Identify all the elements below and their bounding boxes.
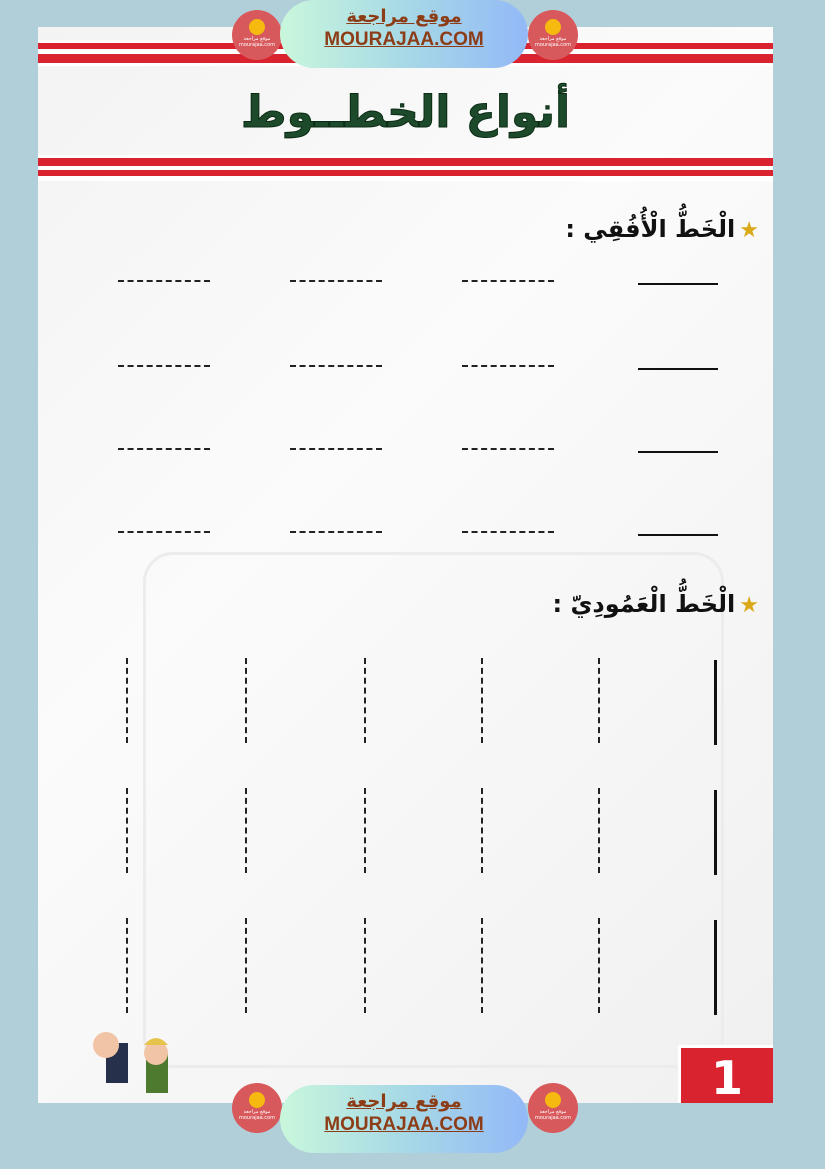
dashed-trace-line [481, 918, 483, 1013]
solid-model-line [638, 534, 718, 536]
dashed-trace-line [245, 658, 247, 743]
dashed-trace-line [462, 531, 554, 533]
horizontal-line-heading [565, 215, 759, 243]
dashed-trace-line [364, 788, 366, 873]
page-title: أنواع الخطــوط [240, 87, 571, 138]
page-number: 1 [678, 1045, 773, 1103]
dashed-trace-line [290, 448, 382, 450]
title-bottom-stripe [38, 155, 773, 181]
dashed-trace-line [481, 788, 483, 873]
dashed-trace-line [245, 788, 247, 873]
dashed-trace-line [481, 658, 483, 743]
dashed-trace-line [598, 918, 600, 1013]
solid-model-line [638, 283, 718, 285]
dashed-trace-line [598, 788, 600, 873]
solid-model-line [638, 451, 718, 453]
dashed-trace-line [290, 531, 382, 533]
worksheet-page [38, 27, 773, 1103]
dashed-trace-line [462, 280, 554, 282]
dashed-trace-line [245, 918, 247, 1013]
dashed-trace-line [598, 658, 600, 743]
mourajaa-logo-icon: موقع مراجعة mourajaa.com [232, 1083, 282, 1133]
solid-model-line [714, 920, 717, 1015]
dashed-trace-line [364, 658, 366, 743]
horizontal-line-label: الْخَطُّ الْأُفُقِي : [565, 215, 736, 243]
dashed-trace-line [462, 365, 554, 367]
dashed-trace-line [126, 658, 128, 743]
mourajaa-logo-icon: موقع مراجعة mourajaa.com [528, 10, 578, 60]
dashed-trace-line [118, 280, 210, 282]
star-icon: ★ [739, 593, 759, 618]
vertical-line-heading [552, 590, 759, 618]
decorative-frame [143, 552, 724, 1068]
dashed-trace-line [364, 918, 366, 1013]
dashed-trace-line [118, 531, 210, 533]
solid-model-line [714, 660, 717, 745]
dashed-trace-line [126, 918, 128, 1013]
mourajaa-logo-icon: موقع مراجعة mourajaa.com [232, 10, 282, 60]
dashed-trace-line [126, 788, 128, 873]
dashed-trace-line [118, 365, 210, 367]
dashed-trace-line [462, 448, 554, 450]
vertical-line-label: الْخَطُّ الْعَمُودِيّ : [552, 590, 736, 618]
star-icon: ★ [739, 218, 759, 243]
solid-model-line [638, 368, 718, 370]
mourajaa-banner-bottom[interactable]: موقع مراجعة MOURAJAA.COM [280, 1085, 528, 1153]
dashed-trace-line [290, 365, 382, 367]
dashed-trace-line [118, 448, 210, 450]
kids-illustration [86, 1023, 196, 1103]
mourajaa-logo-icon: موقع مراجعة mourajaa.com [528, 1083, 578, 1133]
mourajaa-banner-top[interactable]: موقع مراجعة MOURAJAA.COM [280, 0, 528, 68]
solid-model-line [714, 790, 717, 875]
dashed-trace-line [290, 280, 382, 282]
